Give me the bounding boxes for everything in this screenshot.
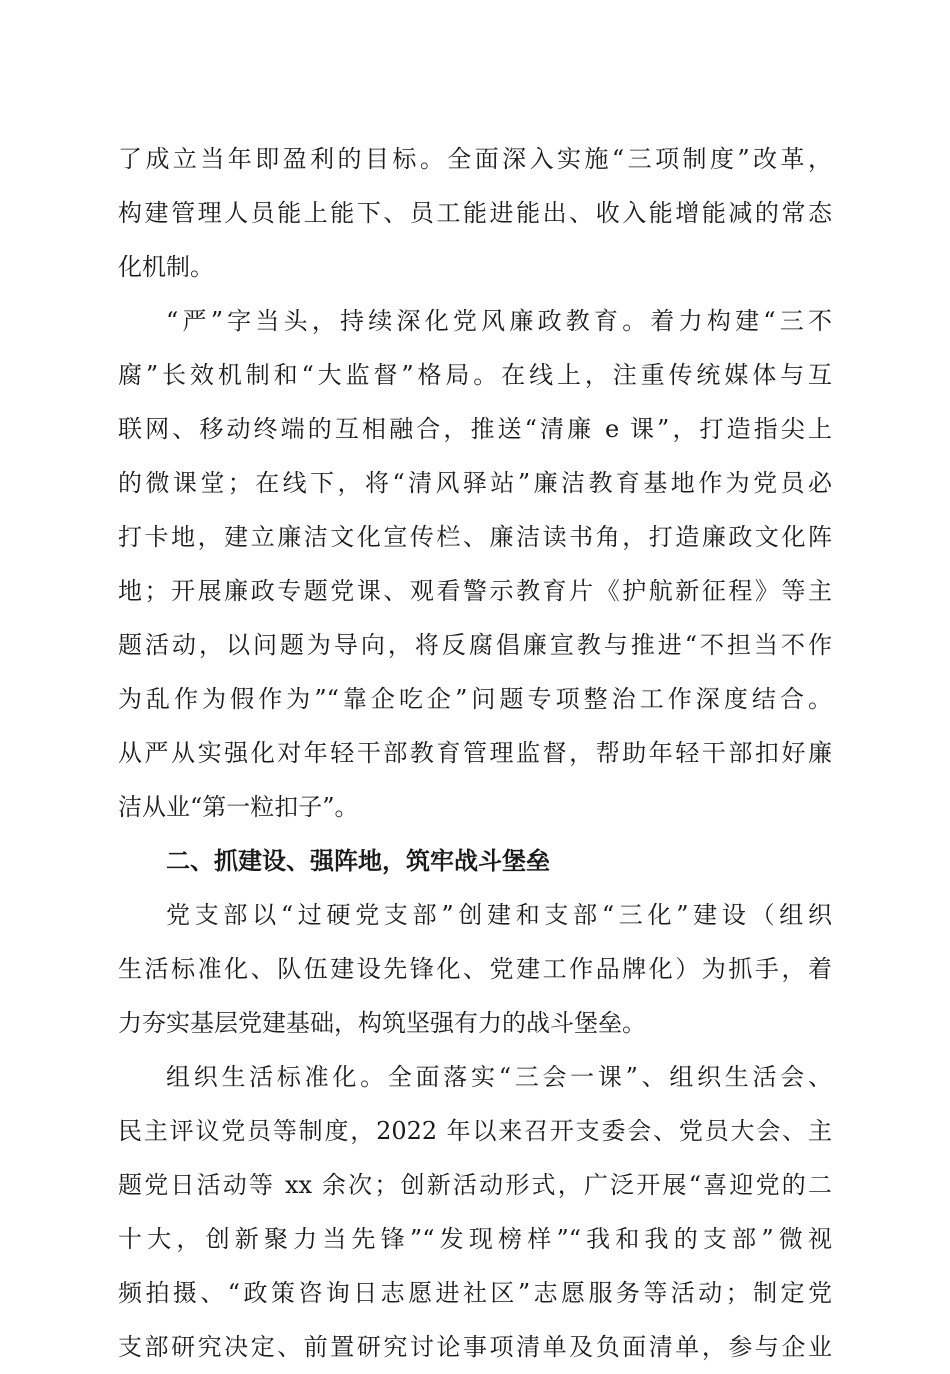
paragraph-first-line: 组织生活标准化。全面落实“三会一课”、组织生活会、 bbox=[166, 1063, 832, 1091]
text-line: 的微课堂；在线下，将“清风驿站”廉洁教育基地作为党员必 bbox=[118, 469, 832, 497]
paragraph-first-line: “严”字当头，持续深化党风廉政教育。着力构建“三不 bbox=[166, 307, 832, 335]
text-line: 腐”长效机制和“大监督”格局。在线上，注重传统媒体与互 bbox=[118, 361, 832, 389]
text-line: 构建管理人员能上能下、员工能进能出、收入能增能减的常态 bbox=[118, 199, 832, 227]
text-line: 从严从实强化对年轻干部教育管理监督，帮助年轻干部扣好廉 bbox=[118, 739, 832, 767]
text-line: 民主评议党员等制度，2022 年以来召开支委会、党员大会、主 bbox=[118, 1117, 832, 1145]
text-line: 联网、移动终端的互相融合，推送“清廉 e 课”，打造指尖上 bbox=[118, 415, 832, 443]
section-heading: 二、抓建设、强阵地，筑牢战斗堡垒 bbox=[166, 847, 550, 875]
text-line: 题党日活动等 xx 余次；创新活动形式，广泛开展“喜迎党的二 bbox=[118, 1171, 832, 1199]
text-line: 频拍摄、“政策咨询日志愿进社区”志愿服务等活动；制定党 bbox=[118, 1279, 832, 1307]
text-line: 地；开展廉政专题党课、观看警示教育片《护航新征程》等主 bbox=[118, 577, 832, 605]
text-line: 力夯实基层党建基础，构筑坚强有力的战斗堡垒。 bbox=[118, 1009, 646, 1037]
text-line: 题活动，以问题为导向，将反腐倡廉宣教与推进“不担当不作 bbox=[118, 631, 832, 659]
text-line: 洁从业“第一粒扣子”。 bbox=[118, 793, 359, 821]
text-line: 化机制。 bbox=[118, 253, 214, 281]
text-line: 了成立当年即盈利的目标。全面深入实施“三项制度”改革， bbox=[118, 145, 832, 173]
text-line: 为乱作为假作为”“靠企吃企”问题专项整治工作深度结合。 bbox=[118, 685, 832, 713]
text-line: 十大，创新聚力当先锋”“发现榜样”“我和我的支部”微视 bbox=[118, 1225, 832, 1253]
text-line: 打卡地，建立廉洁文化宣传栏、廉洁读书角，打造廉政文化阵 bbox=[118, 523, 832, 551]
text-line: 支部研究决定、前置研究讨论事项清单及负面清单，参与企业 bbox=[118, 1333, 832, 1361]
text-line: 生活标准化、队伍建设先锋化、党建工作品牌化）为抓手，着 bbox=[118, 955, 832, 983]
paragraph-first-line: 党支部以“过硬党支部”创建和支部“三化”建设（组织 bbox=[166, 901, 832, 929]
document-body bbox=[118, 132, 832, 1374]
